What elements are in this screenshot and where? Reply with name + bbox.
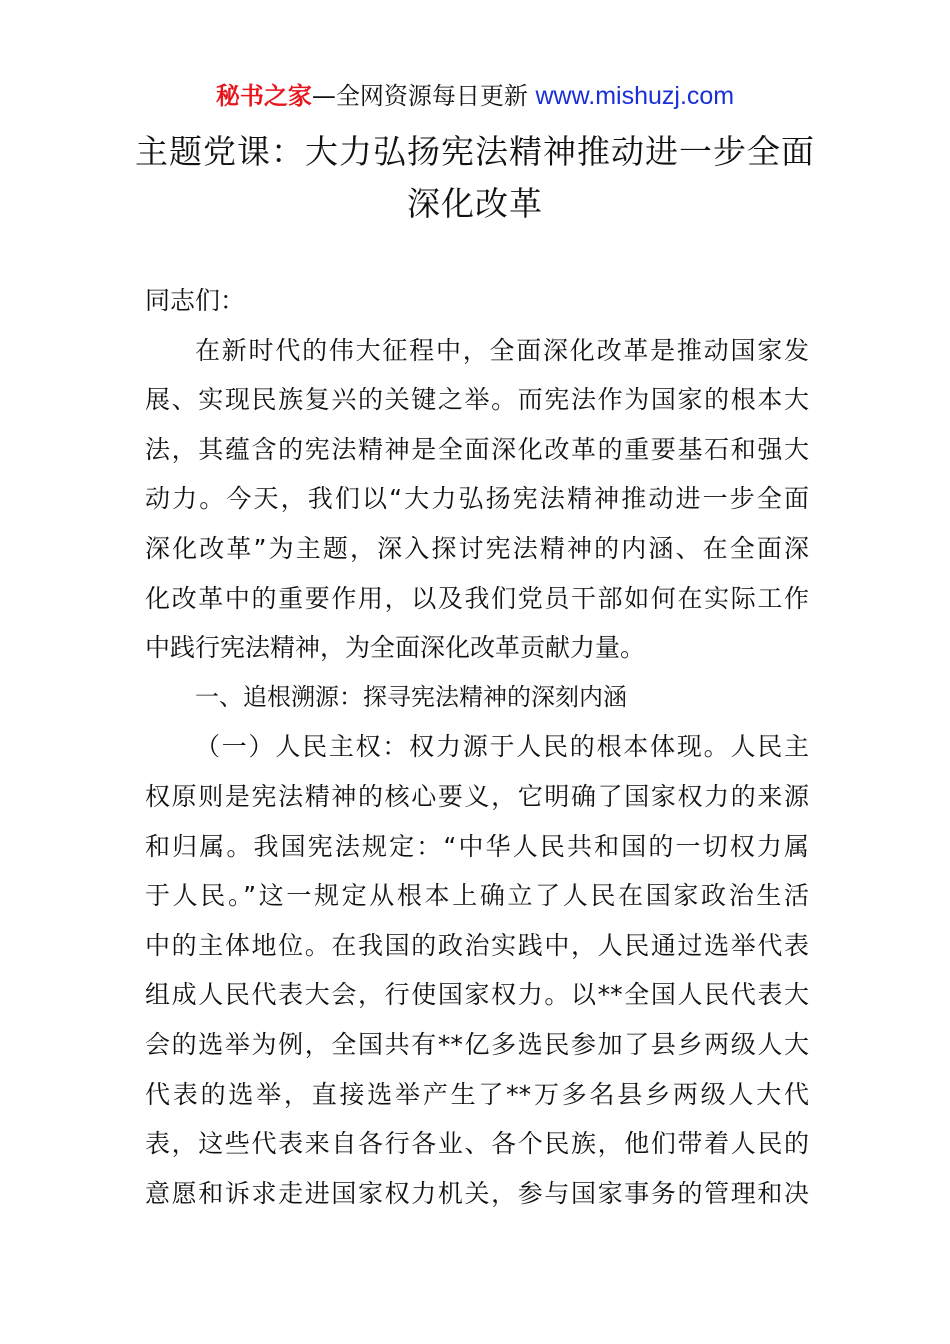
paragraph-line: 中的主体地位。在我国的政治实践中，人民通过选举代表	[145, 930, 809, 960]
intro-paragraph	[145, 326, 809, 673]
paragraph-line: 动力。今天，我们以“大力弘扬宪法精神推动进一步全面	[145, 484, 809, 514]
document-body	[145, 276, 809, 1218]
paragraph-line: 组成人民代表大会，行使国家权力。以**全国人民代表大	[145, 980, 809, 1010]
paragraph-line: 展、实现民族复兴的关键之举。而宪法作为国家的根本大	[145, 385, 809, 415]
section-heading: 一、追根溯源：探寻宪法精神的深刻内涵	[195, 682, 627, 711]
salutation: 同志们：	[145, 286, 246, 315]
paragraph-line: 表，这些代表来自各行各业、各个民族，他们带着人民的	[145, 1129, 809, 1159]
paragraph-line: 和归属。我国宪法规定：“中华人民共和国的一切权力属	[145, 831, 809, 861]
title-line-1: 主题党课：大力弘扬宪法精神推动进一步全面	[135, 132, 815, 171]
paragraph-line: 法，其蕴含的宪法精神是全面深化改革的重要基石和强大	[145, 434, 809, 464]
paragraph-line: （一）人民主权：权力源于人民的根本体现。人民主	[195, 732, 809, 762]
brand-name: 秘书之家	[215, 82, 312, 110]
site-url-link[interactable]: www.mishuzj.com	[535, 82, 735, 110]
paragraph-line: 意愿和诉求走进国家权力机关，参与国家事务的管理和决	[145, 1178, 809, 1208]
paragraph-line: 化改革中的重要作用，以及我们党员干部如何在实际工作	[145, 583, 809, 613]
site-header	[0, 78, 950, 114]
paragraph-line: 中践行宪法精神，为全面深化改革贡献力量。	[145, 633, 646, 663]
paragraph-line: 深化改革”为主题，深入探讨宪法精神的内涵、在全面深	[145, 533, 809, 563]
paragraph-line: 在新时代的伟大征程中，全面深化改革是推动国家发	[195, 335, 809, 365]
paragraph-line: 会的选举为例，全国共有**亿多选民参加了县乡两级人大	[145, 1029, 809, 1059]
section-paragraph	[145, 722, 809, 1218]
document-title	[0, 126, 950, 230]
header-tagline: —全网资源每日更新	[311, 82, 528, 110]
title-line-2: 深化改革	[407, 184, 543, 223]
paragraph-line: 代表的选举，直接选举产生了**万多名县乡两级人大代	[145, 1079, 809, 1109]
paragraph-line: 于人民。”这一规定从根本上确立了人民在国家政治生活	[145, 881, 809, 911]
paragraph-line: 权原则是宪法精神的核心要义，它明确了国家权力的来源	[145, 781, 809, 811]
